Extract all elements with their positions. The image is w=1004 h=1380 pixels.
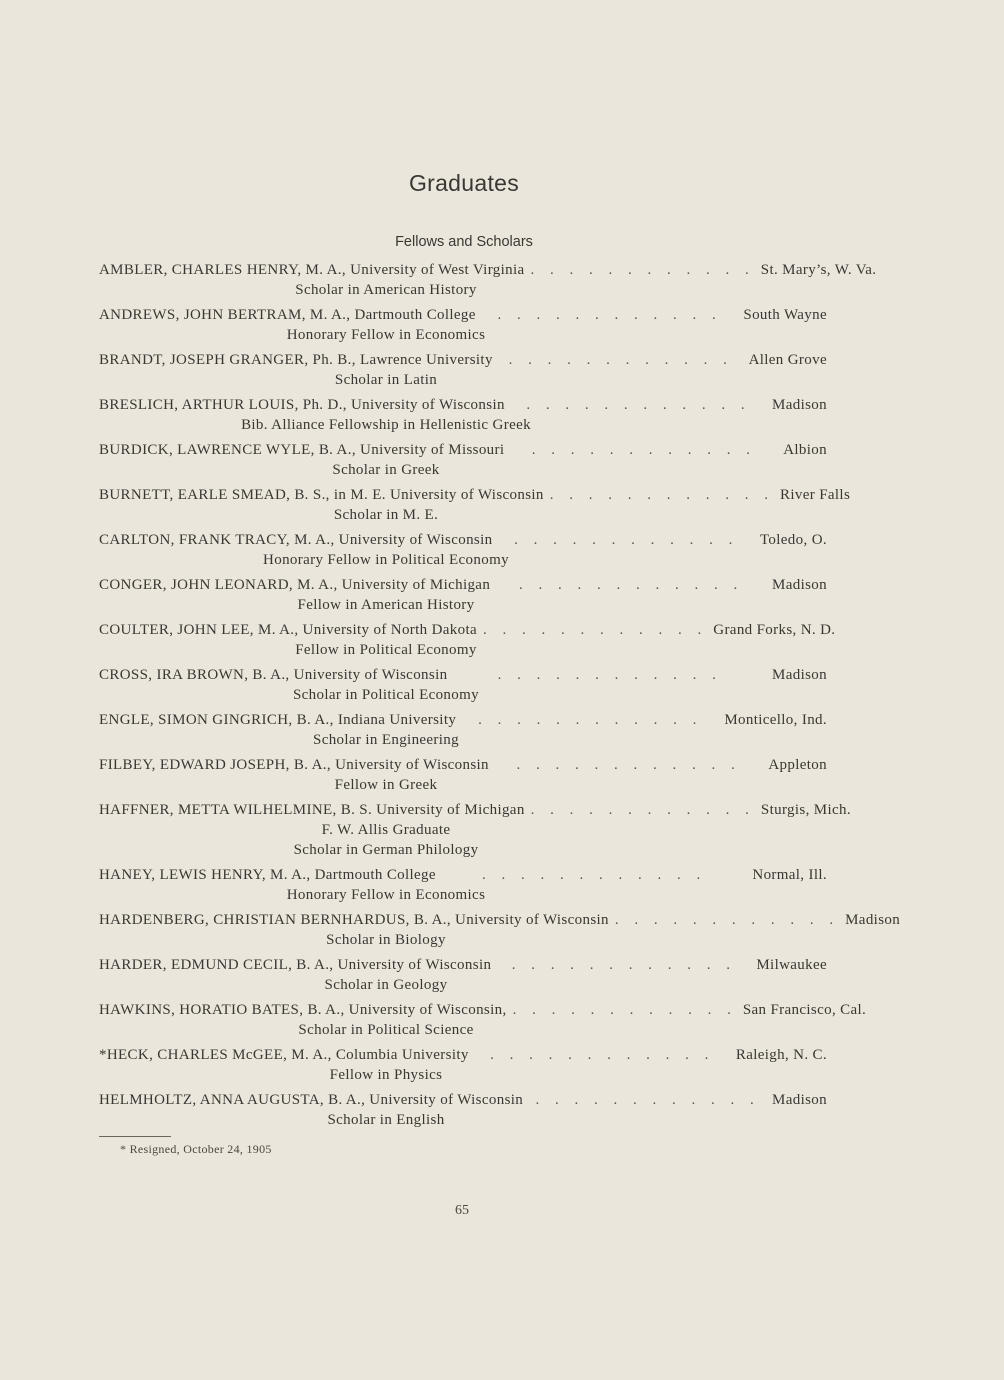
graduate-name: HANEY, LEWIS HENRY, M. A., Dartmouth College xyxy=(99,867,436,883)
graduate-entry xyxy=(99,1047,829,1092)
graduate-entry xyxy=(99,442,829,487)
award-title: Honorary Fellow in Economics xyxy=(286,327,486,343)
entry-main-line xyxy=(99,532,827,552)
entry-main-line xyxy=(99,352,827,372)
hometown: Appleton xyxy=(768,757,827,773)
graduate-name: HAWKINS, HORATIO BATES, B. A., University of Wisconsin, xyxy=(99,1002,507,1018)
entry-main-line xyxy=(99,867,827,887)
graduate-name: HAFFNER, METTA WILHELMINE, B. S. University of Michigan xyxy=(99,802,525,818)
graduate-name: ENGLE, SIMON GINGRICH, B. A., Indiana University xyxy=(99,712,457,728)
graduate-entry xyxy=(99,867,829,912)
graduate-name: ANDREWS, JOHN BERTRAM, M. A., Dartmouth College xyxy=(99,307,476,323)
dot-leader: . . . . . . . . . . . . xyxy=(549,487,775,503)
dot-leader: . . . . . . . . . . . . xyxy=(514,532,739,548)
graduate-list xyxy=(99,262,901,1137)
entry-main-line xyxy=(99,397,827,417)
dot-leader: . . . . . . . . . . . . xyxy=(511,957,736,973)
hometown: Toledo, O. xyxy=(759,532,827,548)
entry-main-line xyxy=(99,957,827,977)
dot-leader: . . . . . . . . . . . . xyxy=(478,712,703,728)
award-title: Fellow in Greek xyxy=(334,777,438,793)
dot-leader: . . . . . . . . . . . . xyxy=(497,667,722,683)
hometown: Normal, Ill. xyxy=(752,867,827,883)
dot-leader: . . . . . . . . . . . . xyxy=(482,867,707,883)
dot-leader: . . . . . . . . . . . . xyxy=(526,397,751,413)
entry-main-line xyxy=(99,262,877,282)
award-title: Scholar in German Philology xyxy=(293,842,479,858)
entry-main-line xyxy=(99,757,827,777)
graduate-name: *HECK, CHARLES McGEE, M. A., Columbia University xyxy=(99,1047,469,1063)
graduate-name: FILBEY, EDWARD JOSEPH, B. A., University of Wisconsin xyxy=(99,757,489,773)
award-title: Scholar in American History xyxy=(295,282,477,298)
award-title: Scholar in Geology xyxy=(324,977,448,993)
graduate-entry xyxy=(99,912,901,957)
graduate-entry xyxy=(99,1092,829,1137)
graduate-entry xyxy=(99,262,877,307)
graduate-entry xyxy=(99,532,829,577)
entry-main-line xyxy=(99,912,901,932)
entry-main-line xyxy=(99,712,827,732)
dot-leader: . . . . . . . . . . . . xyxy=(518,577,744,593)
hometown: Madison xyxy=(772,397,827,413)
dot-leader: . . . . . . . . . . . . xyxy=(530,802,755,818)
entry-main-line xyxy=(99,442,827,462)
entry-main-line xyxy=(99,1002,867,1022)
graduate-entry xyxy=(99,622,836,667)
hometown: Madison xyxy=(772,1092,827,1108)
graduate-entry xyxy=(99,1002,867,1047)
graduate-name: BRESLICH, ARTHUR LOUIS, Ph. D., University of Wisconsin xyxy=(99,397,505,413)
graduate-name: CARLTON, FRANK TRACY, M. A., University of Wisconsin xyxy=(99,532,493,548)
graduate-name: BRANDT, JOSEPH GRANGER, Ph. B., Lawrence University xyxy=(99,352,493,368)
hometown: Madison xyxy=(772,577,827,593)
hometown: River Falls xyxy=(780,487,851,503)
award-title: Fellow in Political Economy xyxy=(295,642,477,658)
award-title: Scholar in Biology xyxy=(326,932,446,948)
graduate-name: CROSS, IRA BROWN, B. A., University of Wisconsin xyxy=(99,667,448,683)
hometown: Allen Grove xyxy=(748,352,827,368)
graduate-entry xyxy=(99,397,829,442)
graduate-entry xyxy=(99,712,829,757)
dot-leader: . . . . . . . . . . . . xyxy=(512,1002,737,1018)
entry-main-line xyxy=(99,487,851,507)
dot-leader: . . . . . . . . . . . . xyxy=(490,1047,715,1063)
award-title: Scholar in English xyxy=(327,1112,445,1128)
award-title: Scholar in Latin xyxy=(334,372,438,388)
graduate-entry xyxy=(99,957,829,1002)
graduate-entry xyxy=(99,802,851,867)
dot-leader: . . . . . . . . . . . . xyxy=(614,912,840,928)
entry-main-line xyxy=(99,1092,827,1112)
hometown: Madison xyxy=(772,667,827,683)
award-title: Scholar in Political Science xyxy=(298,1022,474,1038)
award-title: Scholar in Greek xyxy=(332,462,440,478)
page-number: 65 xyxy=(455,1203,469,1218)
dot-leader: . . . . . . . . . . . . xyxy=(508,352,733,368)
entry-main-line xyxy=(99,1047,827,1067)
graduate-entry xyxy=(99,307,829,352)
hometown: Milwaukee xyxy=(756,957,827,973)
graduate-name: COULTER, JOHN LEE, M. A., University of North Dakota xyxy=(99,622,478,638)
hometown: San Francisco, Cal. xyxy=(742,1002,867,1018)
graduate-name: HARDER, EDMUND CECIL, B. A., University of Wisconsin xyxy=(99,957,492,973)
section-heading: Fellows and Scholars xyxy=(395,234,533,250)
graduate-name: BURNETT, EARLE SMEAD, B. S., in M. E. University of Wisconsin xyxy=(99,487,544,503)
dot-leader: . . . . . . . . . . . . xyxy=(497,307,722,323)
graduate-entry xyxy=(99,577,829,622)
footnote: * Resigned, October 24, 1905 xyxy=(120,1142,272,1156)
dot-leader: . . . . . . . . . . . . xyxy=(516,757,741,773)
entry-main-line xyxy=(99,622,836,642)
award-title: Honorary Fellow in Political Economy xyxy=(263,552,509,568)
dot-leader: . . . . . . . . . . . . xyxy=(483,622,708,638)
award-title: F. W. Allis Graduate xyxy=(321,822,451,838)
hometown: Raleigh, N. C. xyxy=(735,1047,827,1063)
graduate-entry xyxy=(99,667,829,712)
graduate-name: BURDICK, LAWRENCE WYLE, B. A., University of Missouri xyxy=(99,442,505,458)
graduate-name: CONGER, JOHN LEONARD, M. A., University of Michigan xyxy=(99,577,491,593)
hometown: Grand Forks, N. D. xyxy=(713,622,836,638)
entry-main-line xyxy=(99,667,827,687)
hometown: Sturgis, Mich. xyxy=(760,802,851,818)
graduate-name: AMBLER, CHARLES HENRY, M. A., University of West Virginia xyxy=(99,262,525,278)
award-title: Bib. Alliance Fellowship in Hellenistic Greek xyxy=(241,417,531,433)
dot-leader: . . . . . . . . . . . . xyxy=(530,262,755,278)
award-title: Scholar in Engineering xyxy=(313,732,459,748)
footnote-rule xyxy=(99,1136,171,1137)
award-title: Scholar in M. E. xyxy=(333,507,439,523)
award-title: Scholar in Political Economy xyxy=(292,687,480,703)
entry-main-line xyxy=(99,577,827,597)
entry-main-line xyxy=(99,802,851,822)
hometown: South Wayne xyxy=(743,307,827,323)
graduate-entry xyxy=(99,352,829,397)
graduate-name: HELMHOLTZ, ANNA AUGUSTA, B. A., University of Wisconsin xyxy=(99,1092,524,1108)
hometown: Monticello, Ind. xyxy=(724,712,827,728)
graduate-entry xyxy=(99,757,829,802)
hometown: Madison xyxy=(845,912,901,928)
dot-leader: . . . . . . . . . . . . xyxy=(531,442,756,458)
graduate-entry xyxy=(99,487,851,532)
award-title: Honorary Fellow in Economics xyxy=(286,887,486,903)
award-title: Fellow in American History xyxy=(297,597,475,613)
graduate-name: HARDENBERG, CHRISTIAN BERNHARDUS, B. A., University of Wisconsin xyxy=(99,912,609,928)
page-title: Graduates xyxy=(408,170,520,196)
entry-main-line xyxy=(99,307,827,327)
hometown: St. Mary’s, W. Va. xyxy=(760,262,877,278)
dot-leader: . . . . . . . . . . . . xyxy=(535,1092,760,1108)
hometown: Albion xyxy=(783,442,827,458)
award-title: Fellow in Physics xyxy=(329,1067,443,1083)
